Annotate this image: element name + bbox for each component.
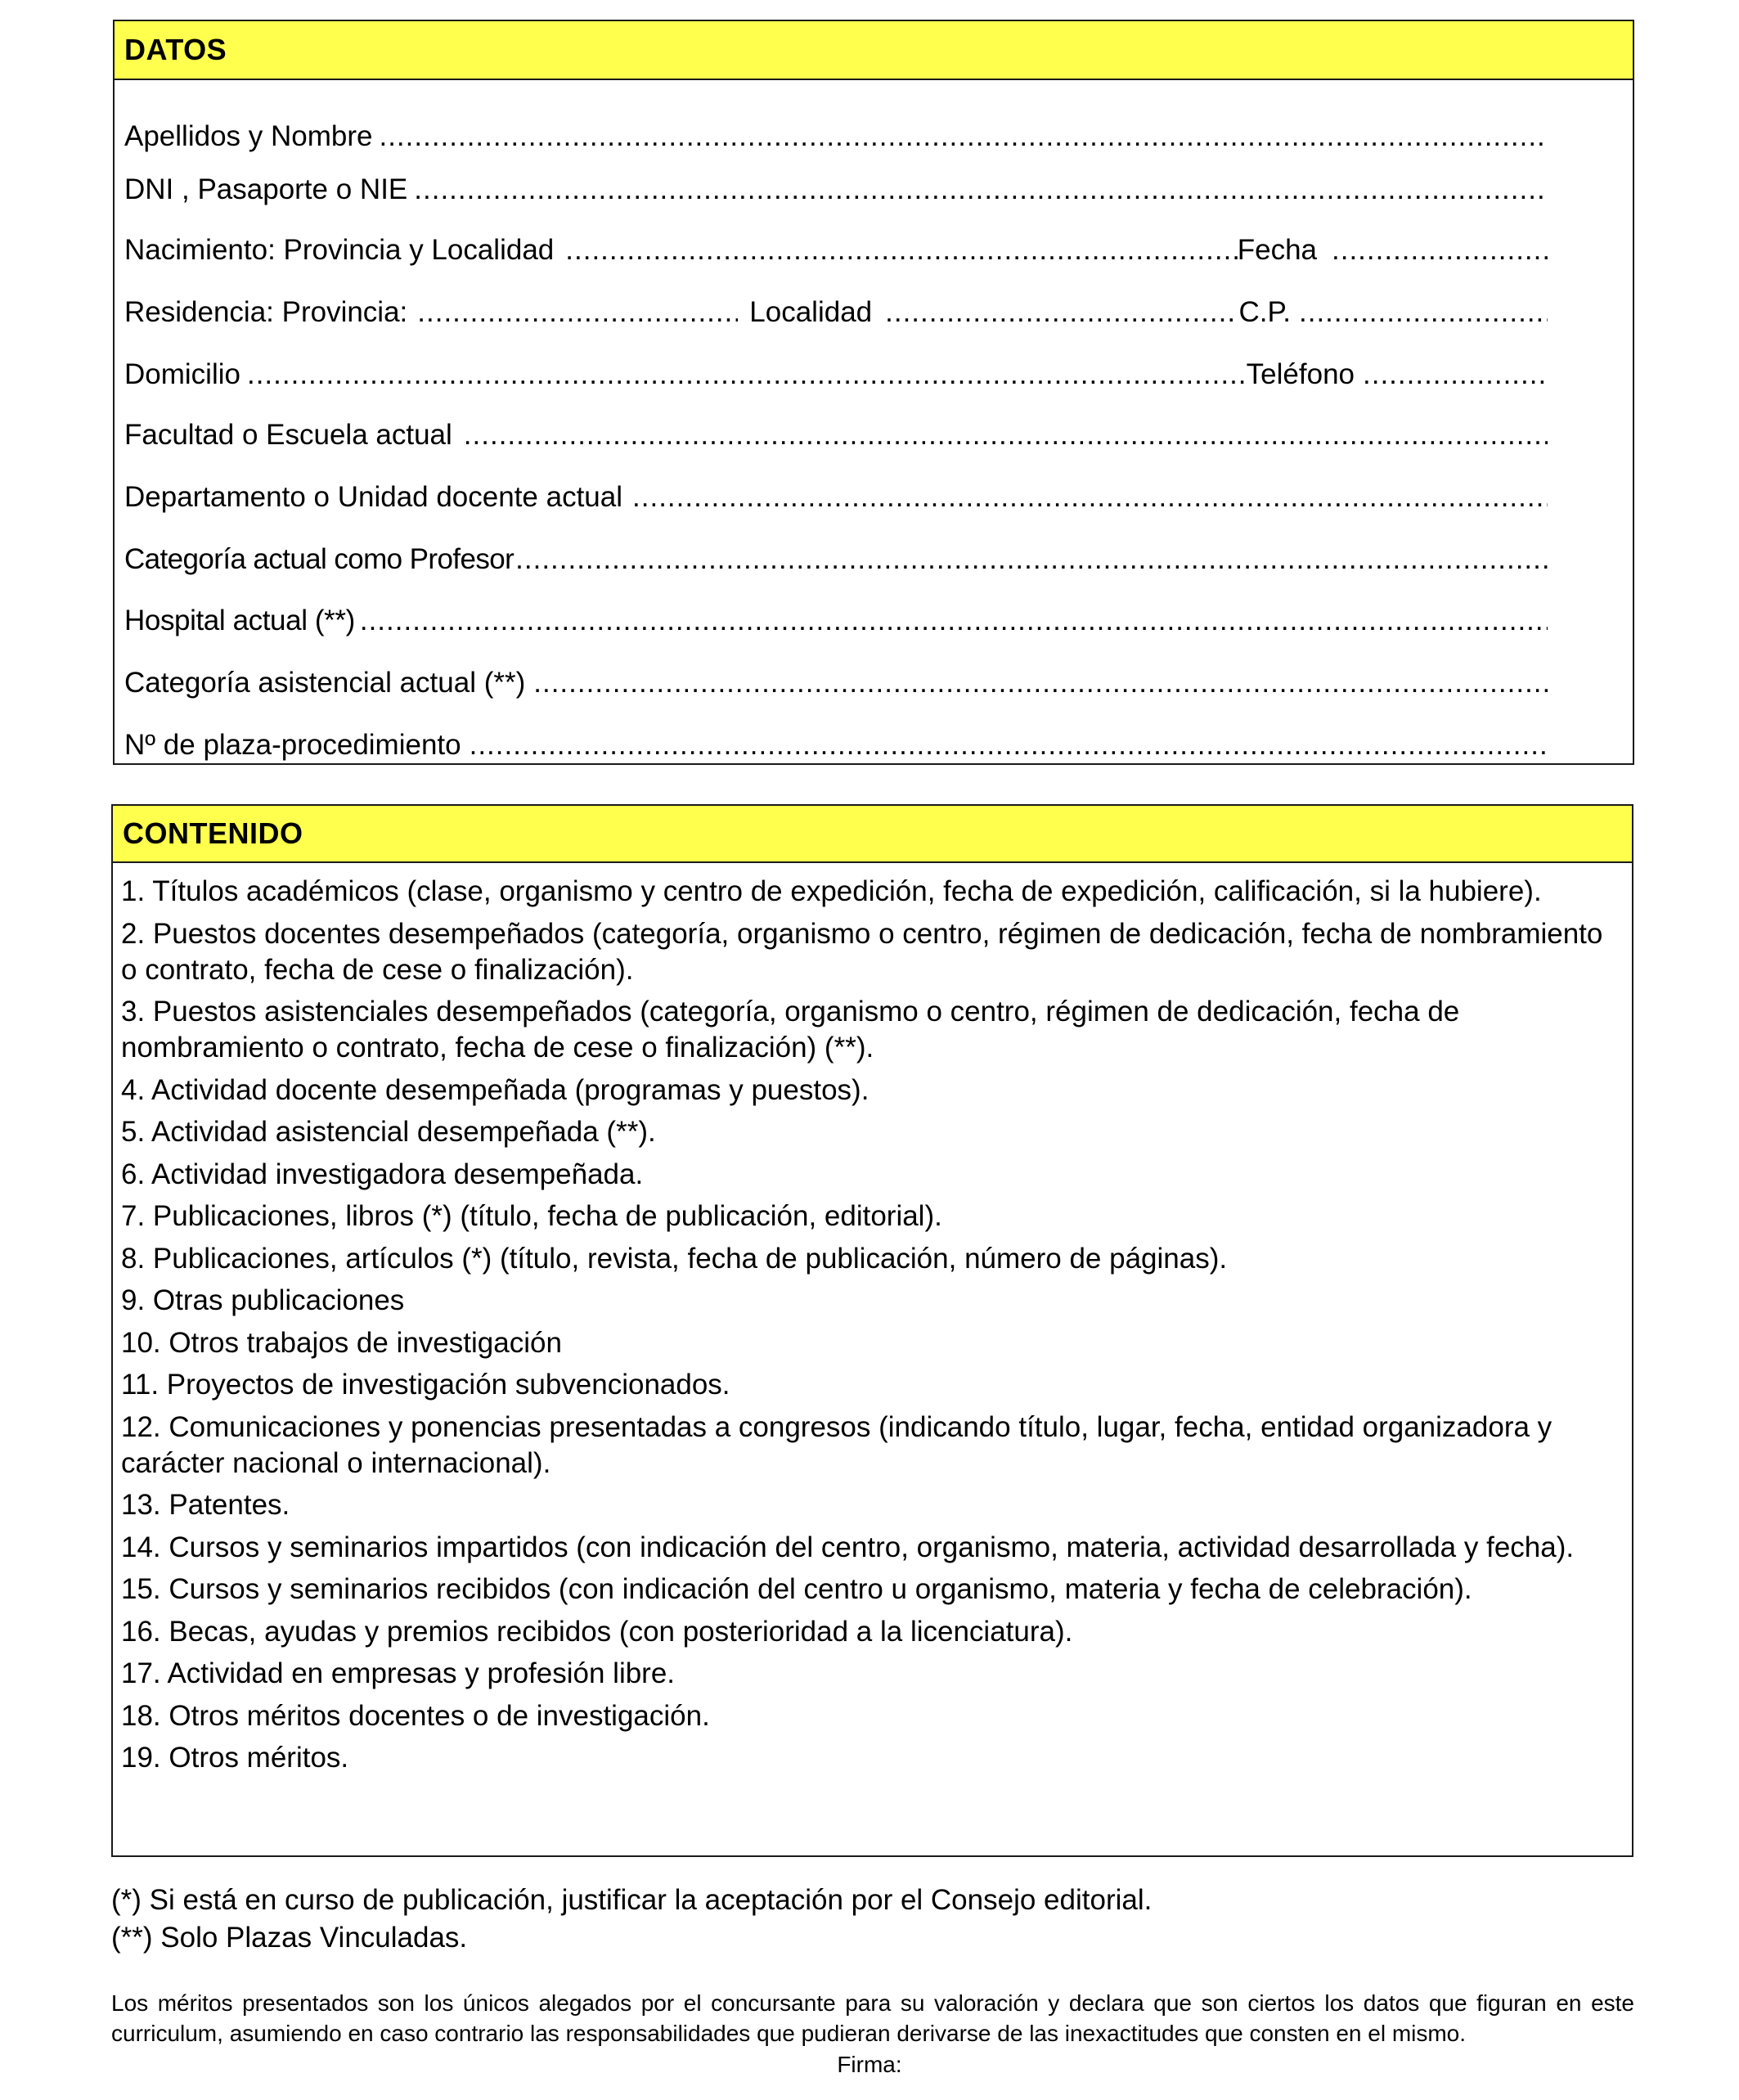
list-item: 16. Becas, ayudas y premios recibidos (con posterioridad a la licenciatura). — [121, 1615, 1073, 1648]
list-item: 9. Otras publicaciones — [121, 1284, 405, 1316]
input-plaza[interactable] — [470, 727, 1548, 763]
contenido-section — [111, 804, 1633, 1857]
list-item: 14. Cursos y seminarios impartidos (con indicación del centro, organismo, materia, actividad desarrollada y fecha). — [121, 1531, 1575, 1563]
footnote-plazas-vinculadas: (**) Solo Plazas Vinculadas. — [111, 1922, 468, 1954]
field-hospital — [124, 603, 1548, 639]
label-facultad: Facultad o Escuela actual — [124, 419, 452, 451]
signature-label: Firma: — [837, 2052, 902, 2077]
label-cp: C.P. — [1238, 296, 1291, 328]
list-item: 3. Puestos asistenciales desempeñados (categoría, organismo o centro, régimen de dedicación, fecha de nombramiento o contrato, fecha de cese o finalización) (**). — [121, 996, 1460, 1063]
field-categoria-asistencial — [124, 665, 1548, 701]
label-dni: DNI , Pasaporte o NIE — [124, 173, 408, 205]
input-hospital[interactable] — [360, 603, 1548, 639]
field-domicilio — [124, 357, 1548, 393]
list-item: 13. Patentes. — [121, 1489, 290, 1521]
label-domicilio: Domicilio — [124, 358, 240, 390]
list-item: 17. Actividad en empresas y profesión libre. — [121, 1657, 676, 1689]
input-residencia-provincia[interactable] — [417, 295, 738, 331]
list-item: 15. Cursos y seminarios recibidos (con indicación del centro u organismo, materia y fecha de celebración). — [121, 1573, 1472, 1605]
input-telefono[interactable] — [1363, 357, 1548, 393]
field-dni — [124, 172, 1548, 208]
list-item: 1. Títulos académicos (clase, organismo y centro de expedición, fecha de expedición, calificación, si la hubiere). — [121, 875, 1542, 907]
list-item: 4. Actividad docente desempeñada (programas y puestos). — [121, 1073, 870, 1106]
contenido-list — [121, 874, 1618, 1783]
footnote-publicacion: (*) Si está en curso de publicación, justificar la aceptación por el Consejo editorial. — [111, 1884, 1153, 1916]
field-facultad — [124, 417, 1548, 453]
label-categoria-profesor: Categoría actual como Profesor — [124, 543, 515, 575]
field-residencia — [124, 295, 1548, 331]
list-item: 7. Publicaciones, libros (*) (título, fecha de publicación, editorial). — [121, 1200, 942, 1232]
input-cp[interactable] — [1299, 295, 1548, 331]
list-item: 6. Actividad investigadora desempeñada. — [121, 1158, 644, 1190]
field-categoria-profesor — [124, 542, 1548, 578]
list-item: 2. Puestos docentes desempeñados (categoría, organismo o centro, régimen de dedicación, fecha de nombramiento o contrato, fecha de cese o finalización). — [121, 917, 1603, 986]
label-hospital: Hospital actual (**) — [124, 605, 355, 636]
list-item: 5. Actividad asistencial desempeñada (**). — [121, 1116, 656, 1148]
footnotes — [111, 1882, 1633, 1957]
list-item: 19. Otros méritos. — [121, 1742, 349, 1774]
label-departamento: Departamento o Unidad docente actual — [124, 481, 623, 513]
contenido-header: CONTENIDO — [113, 806, 1632, 863]
input-domicilio[interactable] — [247, 357, 1247, 393]
label-residencia-provincia: Residencia: Provincia: — [124, 296, 408, 328]
label-telefono: Teléfono — [1246, 358, 1355, 390]
input-categoria-asistencial[interactable] — [533, 665, 1548, 701]
input-fecha[interactable] — [1332, 232, 1548, 268]
label-categoria-asistencial: Categoría asistencial actual (**) — [124, 667, 526, 699]
input-facultad[interactable] — [464, 417, 1548, 453]
input-apellidos[interactable] — [379, 119, 1548, 155]
field-nacimiento — [124, 232, 1548, 268]
list-item: 18. Otros méritos docentes o de investigación. — [121, 1699, 710, 1732]
list-item: 11. Proyectos de investigación subvencionados. — [121, 1369, 730, 1401]
input-dni[interactable] — [414, 172, 1548, 208]
field-apellidos — [124, 119, 1548, 155]
input-categoria-profesor[interactable] — [515, 542, 1548, 578]
label-fecha: Fecha — [1237, 234, 1317, 266]
label-nacimiento: Nacimiento: Provincia y Localidad — [124, 234, 555, 266]
field-plaza — [124, 727, 1548, 763]
field-departamento — [124, 479, 1548, 515]
declaration-text: Los méritos presentados son los únicos alegados por el concursante para su valoración y declara que son ciertos los datos que figuran en este curriculum, asumiendo en caso contrario las responsabilidades que pudieran derivarse de las inexactitudes que consten en el mismo. — [111, 1990, 1634, 2046]
input-localidad[interactable] — [885, 295, 1238, 331]
label-localidad: Localidad — [749, 296, 873, 328]
list-item: 8. Publicaciones, artículos (*) (título, revista, fecha de publicación, número de páginas). — [121, 1242, 1228, 1275]
list-item: 12. Comunicaciones y ponencias presentadas a congresos (indicando título, lugar, fecha, entidad organizadora y carácter nacional o internacional). — [121, 1410, 1553, 1479]
label-plaza: Nº de plaza-procedimiento — [124, 729, 461, 761]
datos-header: DATOS — [115, 21, 1633, 80]
datos-section — [113, 20, 1634, 765]
input-nacimiento[interactable] — [565, 232, 1237, 268]
input-departamento[interactable] — [632, 479, 1548, 515]
list-item: 10. Otros trabajos de investigación — [121, 1326, 562, 1359]
label-apellidos: Apellidos y Nombre — [124, 120, 373, 152]
